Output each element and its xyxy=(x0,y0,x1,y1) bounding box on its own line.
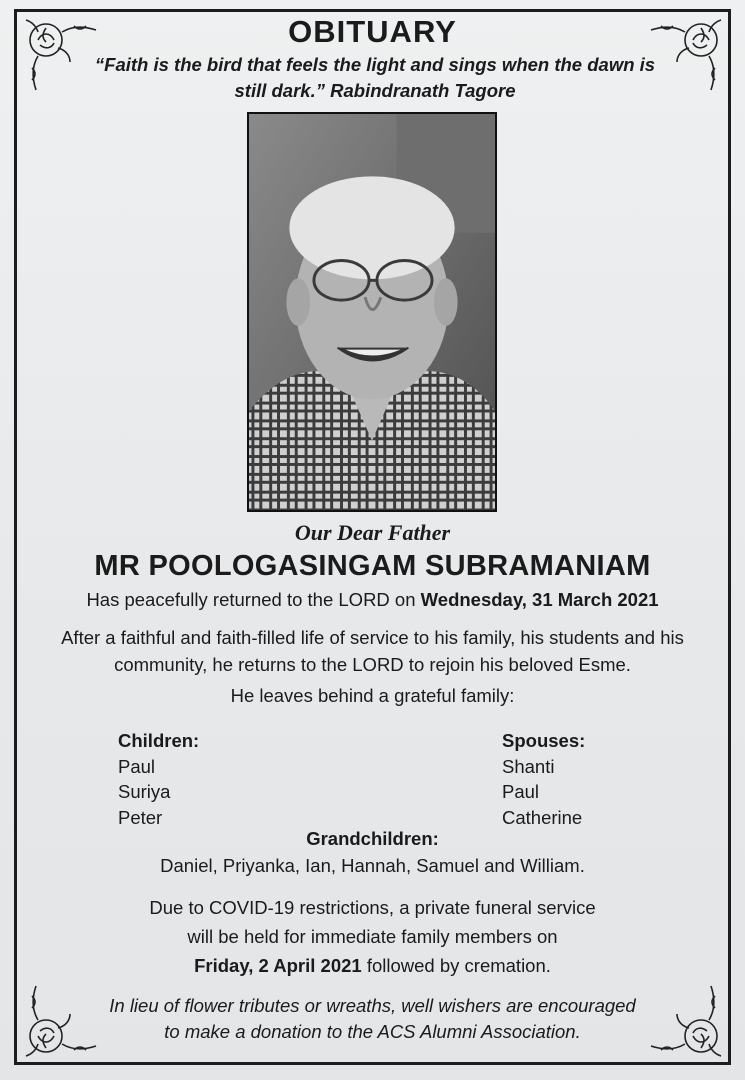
tagore-quote xyxy=(80,52,670,104)
funeral-line-3 xyxy=(0,951,745,980)
list-item: Paul xyxy=(502,781,540,802)
funeral-notice xyxy=(0,893,745,980)
relation-heading: Our Dear Father xyxy=(294,520,451,545)
list-item: Shanti xyxy=(502,755,555,777)
spouses-heading: Spouses: xyxy=(502,730,586,751)
grandchildren-heading: Grandchildren: xyxy=(306,828,439,849)
funeral-line-3-suffix: followed by cremation. xyxy=(361,955,551,976)
spouses-list xyxy=(502,728,585,830)
quote-text: “Faith is the bird that feels the light and sings when the dawn is still dark.” xyxy=(94,54,656,101)
funeral-line-1: Due to COVID-19 restrictions, a private funeral service xyxy=(149,897,596,918)
donation-line-1: In lieu of flower tributes or wreaths, well wishers are encouraged xyxy=(109,995,636,1016)
deceased-name: MR POOLOGASINGAM SUBRAMANIAM xyxy=(94,550,651,582)
returned-prefix: Has peacefully returned to the LORD on xyxy=(86,589,421,610)
children-list xyxy=(118,728,199,830)
donation-line-2: to make a donation to the ACS Alumni Association. xyxy=(164,1021,581,1042)
service-paragraph: After a faithful and faith-filled life of service to his family, his students and his community, he returns to the LORD to rejoin his beloved Esme. xyxy=(61,627,684,675)
quote-author: Rabindranath Tagore xyxy=(330,80,516,101)
list-item: Paul xyxy=(118,755,156,777)
funeral-line-2: will be held for immediate family members on xyxy=(187,926,558,947)
list-item: Catherine xyxy=(502,806,583,828)
date-of-death: Wednesday, 31 March 2021 xyxy=(420,589,659,610)
list-item: Suriya xyxy=(118,781,171,802)
obituary-title: OBITUARY xyxy=(288,14,457,49)
date-of-passing xyxy=(0,589,745,611)
donation-notice xyxy=(60,993,685,1045)
children-heading: Children: xyxy=(118,730,200,751)
list-item: Peter xyxy=(118,806,163,828)
funeral-date: Friday, 2 April 2021 xyxy=(194,955,362,976)
grandchildren-names: Daniel, Priyanka, Ian, Hannah, Samuel and William. xyxy=(160,855,585,876)
portrait-photo xyxy=(247,112,497,512)
leaves-behind-text: He leaves behind a grateful family: xyxy=(230,685,515,706)
